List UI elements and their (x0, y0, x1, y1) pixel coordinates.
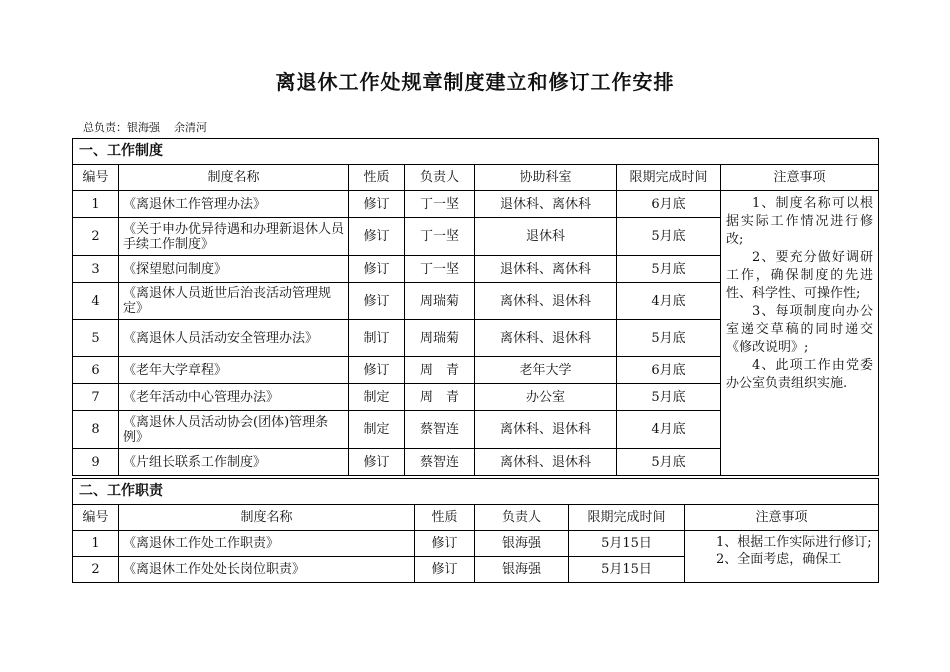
cell-owner: 周 青 (405, 357, 475, 384)
leader-secondary: 余清河 (174, 121, 207, 134)
cell-no: 2 (73, 557, 119, 583)
note-item: 1、根据工作实际进行修订; (716, 535, 872, 550)
cell-name: 《离退休工作处工作职责》 (119, 531, 415, 557)
cell-type: 修订 (349, 283, 405, 320)
cell-type: 修订 (349, 357, 405, 384)
table-header-row (73, 505, 879, 531)
col-header: 性质 (415, 505, 475, 531)
cell-dept: 办公室 (475, 384, 617, 411)
cell-owner: 丁一坚 (405, 256, 475, 283)
cell-no: 2 (73, 218, 119, 256)
table-row (73, 531, 879, 557)
cell-due: 5月底 (617, 320, 721, 357)
cell-type: 制定 (349, 411, 405, 449)
col-header: 协助科室 (475, 165, 617, 191)
cell-due: 6月底 (617, 191, 721, 218)
cell-owner: 银海强 (475, 531, 569, 557)
cell-no: 1 (73, 531, 119, 557)
col-header: 编号 (73, 165, 119, 191)
cell-due: 5月底 (617, 256, 721, 283)
work-rules-table (72, 138, 879, 476)
document-title: 离退休工作处规章制度建立和修订工作安排 (275, 70, 675, 94)
cell-name: 《探望慰问制度》 (119, 256, 349, 283)
cell-due: 5月15日 (569, 531, 685, 557)
cell-dept: 退休科、离休科 (475, 256, 617, 283)
note-item: 1、制度名称可以根据实际工作情况进行修改; (726, 196, 874, 247)
cell-type: 制订 (349, 320, 405, 357)
work-duties-table (72, 478, 879, 583)
cell-no: 6 (73, 357, 119, 384)
cell-name: 《离退休人员逝世后治丧活动管理规定》 (119, 283, 349, 320)
note-item: 2、全面考虑，确保工 (716, 552, 842, 567)
cell-owner: 蔡智连 (405, 411, 475, 449)
cell-type: 修订 (415, 557, 475, 583)
cell-no: 4 (73, 283, 119, 320)
cell-no: 8 (73, 411, 119, 449)
cell-due: 4月底 (617, 411, 721, 449)
col-header: 性质 (349, 165, 405, 191)
table-header-row (73, 165, 879, 191)
cell-owner: 周瑞菊 (405, 283, 475, 320)
cell-no: 9 (73, 449, 119, 476)
cell-owner: 蔡智连 (405, 449, 475, 476)
col-header: 注意事项 (685, 505, 879, 531)
cell-name: 《关于申办优异待遇和办理新退休人员手续工作制度》 (119, 218, 349, 256)
leader-primary: 总负责：银海强 (83, 121, 160, 134)
cell-dept: 退休科 (475, 218, 617, 256)
cell-no: 1 (73, 191, 119, 218)
cell-owner: 周 青 (405, 384, 475, 411)
leaders-line (83, 119, 207, 135)
cell-due: 6月底 (617, 357, 721, 384)
cell-name: 《离退休工作管理办法》 (119, 191, 349, 218)
col-header: 编号 (73, 505, 119, 531)
cell-no: 3 (73, 256, 119, 283)
cell-name: 《片组长联系工作制度》 (119, 449, 349, 476)
cell-name: 《老年活动中心管理办法》 (119, 384, 349, 411)
notes-cell (685, 531, 879, 583)
cell-type: 修订 (349, 191, 405, 218)
table-row (73, 191, 879, 218)
note-item: 2、要充分做好调研工作，确保制度的先进性、科学性、可操作性; (726, 250, 874, 301)
col-header: 限期完成时间 (569, 505, 685, 531)
cell-dept: 离休科、退休科 (475, 449, 617, 476)
cell-type: 修订 (349, 256, 405, 283)
cell-type: 修订 (349, 449, 405, 476)
cell-no: 5 (73, 320, 119, 357)
cell-dept: 离休科、退休科 (475, 283, 617, 320)
section-heading: 二、工作职责 (73, 479, 879, 505)
cell-due: 5月底 (617, 449, 721, 476)
cell-owner: 周瑞菊 (405, 320, 475, 357)
cell-type: 修订 (415, 531, 475, 557)
cell-dept: 退休科、离休科 (475, 191, 617, 218)
col-header: 限期完成时间 (617, 165, 721, 191)
cell-owner: 银海强 (475, 557, 569, 583)
cell-due: 5月15日 (569, 557, 685, 583)
col-header: 制度名称 (119, 165, 349, 191)
cell-due: 5月底 (617, 384, 721, 411)
cell-name: 《离退休人员活动协会(团体)管理条例》 (119, 411, 349, 449)
cell-owner: 丁一坚 (405, 218, 475, 256)
cell-type: 制定 (349, 384, 405, 411)
col-header: 负责人 (405, 165, 475, 191)
cell-dept: 离休科、退休科 (475, 411, 617, 449)
cell-dept: 老年大学 (475, 357, 617, 384)
cell-due: 4月底 (617, 283, 721, 320)
col-header: 注意事项 (721, 165, 879, 191)
cell-dept: 离休科、退休科 (475, 320, 617, 357)
note-item: 3、每项制度向办公室递交草稿的同时递交《修改说明》; (726, 304, 874, 355)
notes-cell (721, 191, 879, 476)
cell-due: 5月底 (617, 218, 721, 256)
note-item: 4、此项工作由党委办公室负责组织实施. (726, 358, 874, 391)
col-header: 负责人 (475, 505, 569, 531)
section-heading: 一、工作制度 (73, 139, 879, 165)
cell-no: 7 (73, 384, 119, 411)
col-header: 制度名称 (119, 505, 415, 531)
cell-owner: 丁一坚 (405, 191, 475, 218)
cell-type: 修订 (349, 218, 405, 256)
cell-name: 《老年大学章程》 (119, 357, 349, 384)
cell-name: 《离退休人员活动安全管理办法》 (119, 320, 349, 357)
cell-name: 《离退休工作处处长岗位职责》 (119, 557, 415, 583)
